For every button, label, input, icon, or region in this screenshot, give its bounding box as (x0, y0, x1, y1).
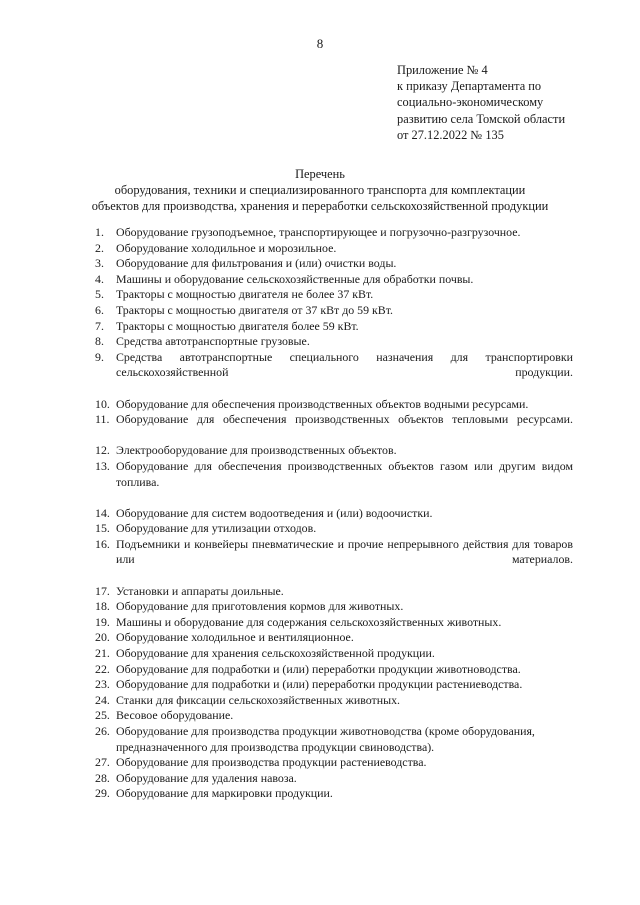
list-item-text: Установки и аппараты доильные. (116, 583, 284, 598)
list-item-text: Машины и оборудование сельскохозяйственные для обработки почвы. (116, 271, 474, 286)
list-item-number: 5. (95, 287, 104, 302)
list-item-number: 29. (95, 786, 110, 801)
list-item (95, 662, 573, 678)
list-item (95, 693, 573, 709)
list-item-number: 9. (95, 349, 104, 364)
title-subheading: объектов для производства, хранения и переработки сельскохозяйственной продукции (91, 199, 549, 214)
list-item (95, 537, 573, 584)
list-item-text: Оборудование для обеспечения производственных объектов водными ресурсами. (116, 396, 529, 411)
list-item-text: Оборудование для производства продукции растениеводства. (116, 755, 427, 770)
list-item-number: 20. (95, 630, 110, 645)
list-item (95, 786, 573, 802)
list-item-number: 16. (95, 536, 110, 551)
document-title (60, 166, 580, 215)
list-item-number: 23. (95, 677, 110, 692)
list-item (95, 615, 573, 631)
list-item (95, 584, 573, 600)
list-item-number: 25. (95, 708, 110, 723)
list-item-text: Оборудование для приготовления кормов для животных. (116, 599, 404, 614)
list-item-number: 22. (95, 661, 110, 676)
list-item (95, 225, 573, 241)
list-item-text: Оборудование для обеспечения производственных объектов газом или другим видом топлива. (116, 458, 573, 489)
list-item-text: Средства автотранспортные грузовые. (116, 334, 310, 349)
list-item (95, 599, 573, 615)
list-item-number: 12. (95, 443, 110, 458)
list-item-text: Оборудование для хранения сельскохозяйственной продукции. (116, 646, 435, 661)
list-item (95, 350, 573, 397)
list-item-text: Средства автотранспортные специального назначения для транспортировки сельскохозяйственной продукции. (116, 349, 573, 380)
list-item-text: Оборудование холодильное и вентиляционное. (116, 630, 354, 645)
list-item-number: 11. (95, 412, 110, 427)
list-item-number: 19. (95, 614, 110, 629)
list-item (95, 521, 573, 537)
appendix-line: развитию села Томской области (397, 111, 566, 126)
list-item (95, 397, 573, 413)
list-item-number: 3. (95, 256, 104, 271)
title-heading: Перечень (295, 167, 345, 181)
list-item-text: Оборудование для подработки и (или) переработки продукции животноводства. (116, 661, 521, 676)
list-item-number: 7. (95, 318, 104, 333)
list-item (95, 334, 573, 350)
appendix-line: к приказу Департамента по (397, 79, 542, 94)
list-item (95, 459, 573, 506)
list-item-text: Оборудование для маркировки продукции. (116, 786, 333, 801)
list-item-number: 1. (95, 225, 104, 239)
list-item (95, 755, 573, 771)
list-item (95, 303, 573, 319)
list-item-text: Станки для фиксации сельскохозяйственных животных. (116, 692, 401, 707)
list-item-number: 8. (95, 334, 104, 349)
list-item (95, 412, 573, 443)
list-item-number: 28. (95, 770, 110, 785)
list-item (95, 506, 573, 522)
list-item-text: Тракторы с мощностью двигателя не более 37 кВт. (116, 287, 374, 302)
list-item-text: Тракторы с мощностью двигателя более 59 кВт. (116, 318, 359, 333)
list-item-text: Весовое оборудование. (116, 708, 234, 723)
list-item-text: Тракторы с мощностью двигателя от 37 кВт до 59 кВт. (116, 302, 394, 317)
list-item (95, 241, 573, 257)
appendix-line: Приложение № 4 (397, 63, 488, 77)
list-item-text: Оборудование для фильтрования и (или) очистки воды. (116, 256, 397, 271)
appendix-line: от 27.12.2022 № 135 (397, 127, 504, 142)
list-item-number: 24. (95, 692, 110, 707)
list-item (95, 272, 573, 288)
list-item-number: 18. (95, 599, 110, 614)
list-item (95, 287, 573, 303)
page-number: 8 (316, 36, 324, 51)
list-item-text: Оборудование для удаления навоза. (116, 770, 297, 785)
appendix-line: социально-экономическому (397, 95, 544, 110)
list-item-text: Оборудование для систем водоотведения и (или) водоочистки. (116, 505, 433, 520)
list-item (95, 646, 573, 662)
list-item-number: 6. (95, 302, 104, 317)
list-item-text: Электрооборудование для производственных объектов. (116, 443, 397, 458)
list-item (95, 630, 573, 646)
list-item-text: Оборудование для утилизации отходов. (116, 521, 317, 536)
list-item-text: Оборудование для обеспечения производственных объектов тепловыми ресурсами. (116, 412, 573, 427)
list-item (95, 771, 573, 787)
list-item-number: 15. (95, 521, 110, 536)
list-item (95, 319, 573, 335)
list-item-number: 21. (95, 646, 110, 661)
appendix-block (397, 62, 617, 143)
list-item-text: Оборудование грузоподъемное, транспортирующее и погрузочно-разгрузочное. (116, 225, 521, 239)
list-item-number: 13. (95, 458, 110, 473)
list-item-number: 27. (95, 755, 110, 770)
list-item-number: 4. (95, 271, 104, 286)
list-item-text: Оборудование для производства продукции животноводства (кроме оборудования, предназначенного для производства продукции свиноводства). (116, 724, 535, 754)
list-item-text: Подъемники и конвейеры пневматические и прочие непрерывного действия для товаров или материалов. (116, 536, 573, 567)
list-item (95, 443, 573, 459)
list-item (95, 708, 573, 724)
list-item-number: 2. (95, 240, 104, 255)
list-item-number: 26. (95, 724, 110, 738)
list-item-text: Оборудование для подработки и (или) переработки продукции растениеводства. (116, 677, 523, 692)
list-item (95, 256, 573, 272)
list-item-number: 14. (95, 505, 110, 520)
list-item-number: 17. (95, 583, 110, 598)
list-item (95, 677, 573, 693)
list-item (95, 724, 573, 755)
list-item-text: Оборудование холодильное и морозильное. (116, 240, 337, 255)
title-subheading: оборудования, техники и специализированного транспорта для комплектации (114, 183, 526, 198)
equipment-list (95, 225, 573, 802)
list-item-text: Машины и оборудование для содержания сельскохозяйственных животных. (116, 614, 502, 629)
list-item-number: 10. (95, 396, 110, 411)
